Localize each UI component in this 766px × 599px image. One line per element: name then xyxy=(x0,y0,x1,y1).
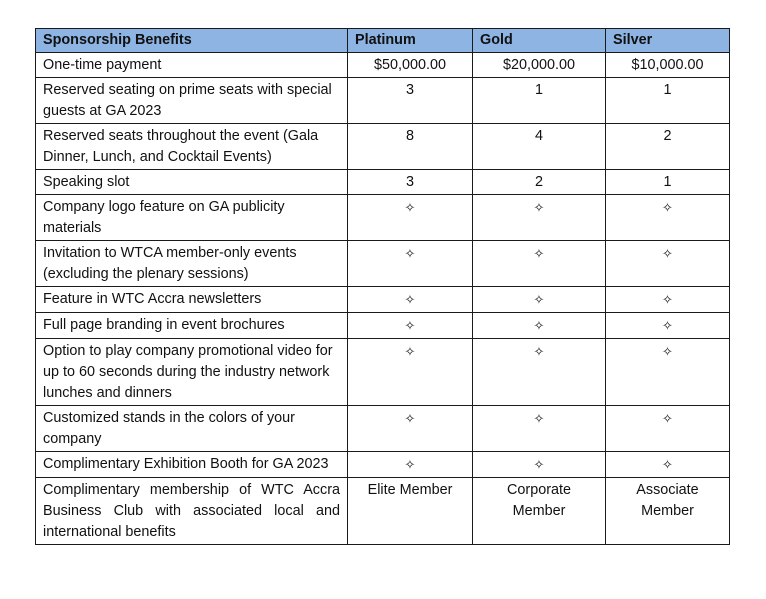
benefit-cell: Invitation to WTCA member-only events (excluding the plenary sessions) xyxy=(36,241,348,287)
benefit-cell: Full page branding in event brochures xyxy=(36,313,348,339)
sparkle-icon: ✧ xyxy=(404,318,416,333)
silver-star-icon xyxy=(606,406,730,452)
silver-star-icon xyxy=(606,287,730,313)
sparkle-icon: ✧ xyxy=(533,246,545,261)
platinum-star-icon xyxy=(348,313,473,339)
sparkle-icon: ✧ xyxy=(662,200,673,215)
silver-value: Associate Member xyxy=(606,478,730,545)
gold-value: 4 xyxy=(473,124,606,170)
sparkle-icon: ✧ xyxy=(662,411,673,426)
sparkle-icon: ✧ xyxy=(533,344,545,359)
gold-star-icon xyxy=(473,241,606,287)
sparkle-icon: ✧ xyxy=(533,200,545,215)
header-benefits: Sponsorship Benefits xyxy=(36,29,348,53)
gold-star-icon xyxy=(473,406,606,452)
silver-star-icon xyxy=(606,241,730,287)
platinum-star-icon xyxy=(348,241,473,287)
silver-value: 1 xyxy=(606,78,730,124)
gold-value: 2 xyxy=(473,170,606,195)
platinum-star-icon xyxy=(348,452,473,478)
benefit-cell: Complimentary Exhibition Booth for GA 2023 xyxy=(36,452,348,478)
sparkle-icon: ✧ xyxy=(662,318,673,333)
benefit-cell: Feature in WTC Accra newsletters xyxy=(36,287,348,313)
header-gold: Gold xyxy=(473,29,606,53)
header-silver: Silver xyxy=(606,29,730,53)
silver-star-icon xyxy=(606,339,730,406)
sparkle-icon: ✧ xyxy=(662,246,673,261)
benefit-cell: Company logo feature on GA publicity materials xyxy=(36,195,348,241)
table-row xyxy=(36,78,730,124)
benefit-cell: Customized stands in the colors of your company xyxy=(36,406,348,452)
sparkle-icon: ✧ xyxy=(662,344,673,359)
silver-star-icon xyxy=(606,452,730,478)
gold-star-icon xyxy=(473,452,606,478)
sparkle-icon: ✧ xyxy=(533,457,545,472)
platinum-star-icon xyxy=(348,406,473,452)
sponsorship-benefits-table xyxy=(35,28,730,545)
table-row xyxy=(36,195,730,241)
benefit-cell: Option to play company promotional video for up to 60 seconds during the industry network lunches and dinners xyxy=(36,339,348,406)
platinum-star-icon xyxy=(348,339,473,406)
sparkle-icon: ✧ xyxy=(533,411,545,426)
table-body xyxy=(36,53,730,545)
benefit-cell: One-time payment xyxy=(36,53,348,78)
silver-star-icon xyxy=(606,313,730,339)
sparkle-icon: ✧ xyxy=(533,318,545,333)
silver-star-icon xyxy=(606,195,730,241)
platinum-value: $50,000.00 xyxy=(348,53,473,78)
gold-value: Corporate Member xyxy=(473,478,606,545)
platinum-value: 3 xyxy=(348,170,473,195)
table-row xyxy=(36,53,730,78)
sparkle-icon: ✧ xyxy=(404,292,416,307)
benefit-cell: Reserved seating on prime seats with special guests at GA 2023 xyxy=(36,78,348,124)
header-platinum: Platinum xyxy=(348,29,473,53)
benefit-cell: Speaking slot xyxy=(36,170,348,195)
silver-value: 2 xyxy=(606,124,730,170)
platinum-star-icon xyxy=(348,195,473,241)
gold-value: 1 xyxy=(473,78,606,124)
gold-star-icon xyxy=(473,313,606,339)
benefit-cell: Reserved seats throughout the event (Gala Dinner, Lunch, and Cocktail Events) xyxy=(36,124,348,170)
sparkle-icon: ✧ xyxy=(662,292,673,307)
table-row xyxy=(36,406,730,452)
table-row xyxy=(36,124,730,170)
platinum-value: Elite Member xyxy=(348,478,473,545)
table-row xyxy=(36,170,730,195)
sparkle-icon: ✧ xyxy=(404,411,416,426)
gold-star-icon xyxy=(473,339,606,406)
table-header xyxy=(36,29,730,53)
platinum-star-icon xyxy=(348,287,473,313)
header-row xyxy=(36,29,730,53)
table-row xyxy=(36,241,730,287)
silver-value: 1 xyxy=(606,170,730,195)
table-row xyxy=(36,313,730,339)
sparkle-icon: ✧ xyxy=(404,344,416,359)
silver-value: $10,000.00 xyxy=(606,53,730,78)
gold-star-icon xyxy=(473,287,606,313)
sparkle-icon: ✧ xyxy=(533,292,545,307)
table-row xyxy=(36,452,730,478)
sparkle-icon: ✧ xyxy=(404,200,416,215)
table-row xyxy=(36,339,730,406)
table-row xyxy=(36,287,730,313)
gold-star-icon xyxy=(473,195,606,241)
platinum-value: 8 xyxy=(348,124,473,170)
sparkle-icon: ✧ xyxy=(662,457,673,472)
sparkle-icon: ✧ xyxy=(404,457,416,472)
gold-value: $20,000.00 xyxy=(473,53,606,78)
benefit-cell: Complimentary membership of WTC Accra Business Club with associated local and international benefits xyxy=(36,478,348,545)
platinum-value: 3 xyxy=(348,78,473,124)
sparkle-icon: ✧ xyxy=(404,246,416,261)
table-row xyxy=(36,478,730,545)
